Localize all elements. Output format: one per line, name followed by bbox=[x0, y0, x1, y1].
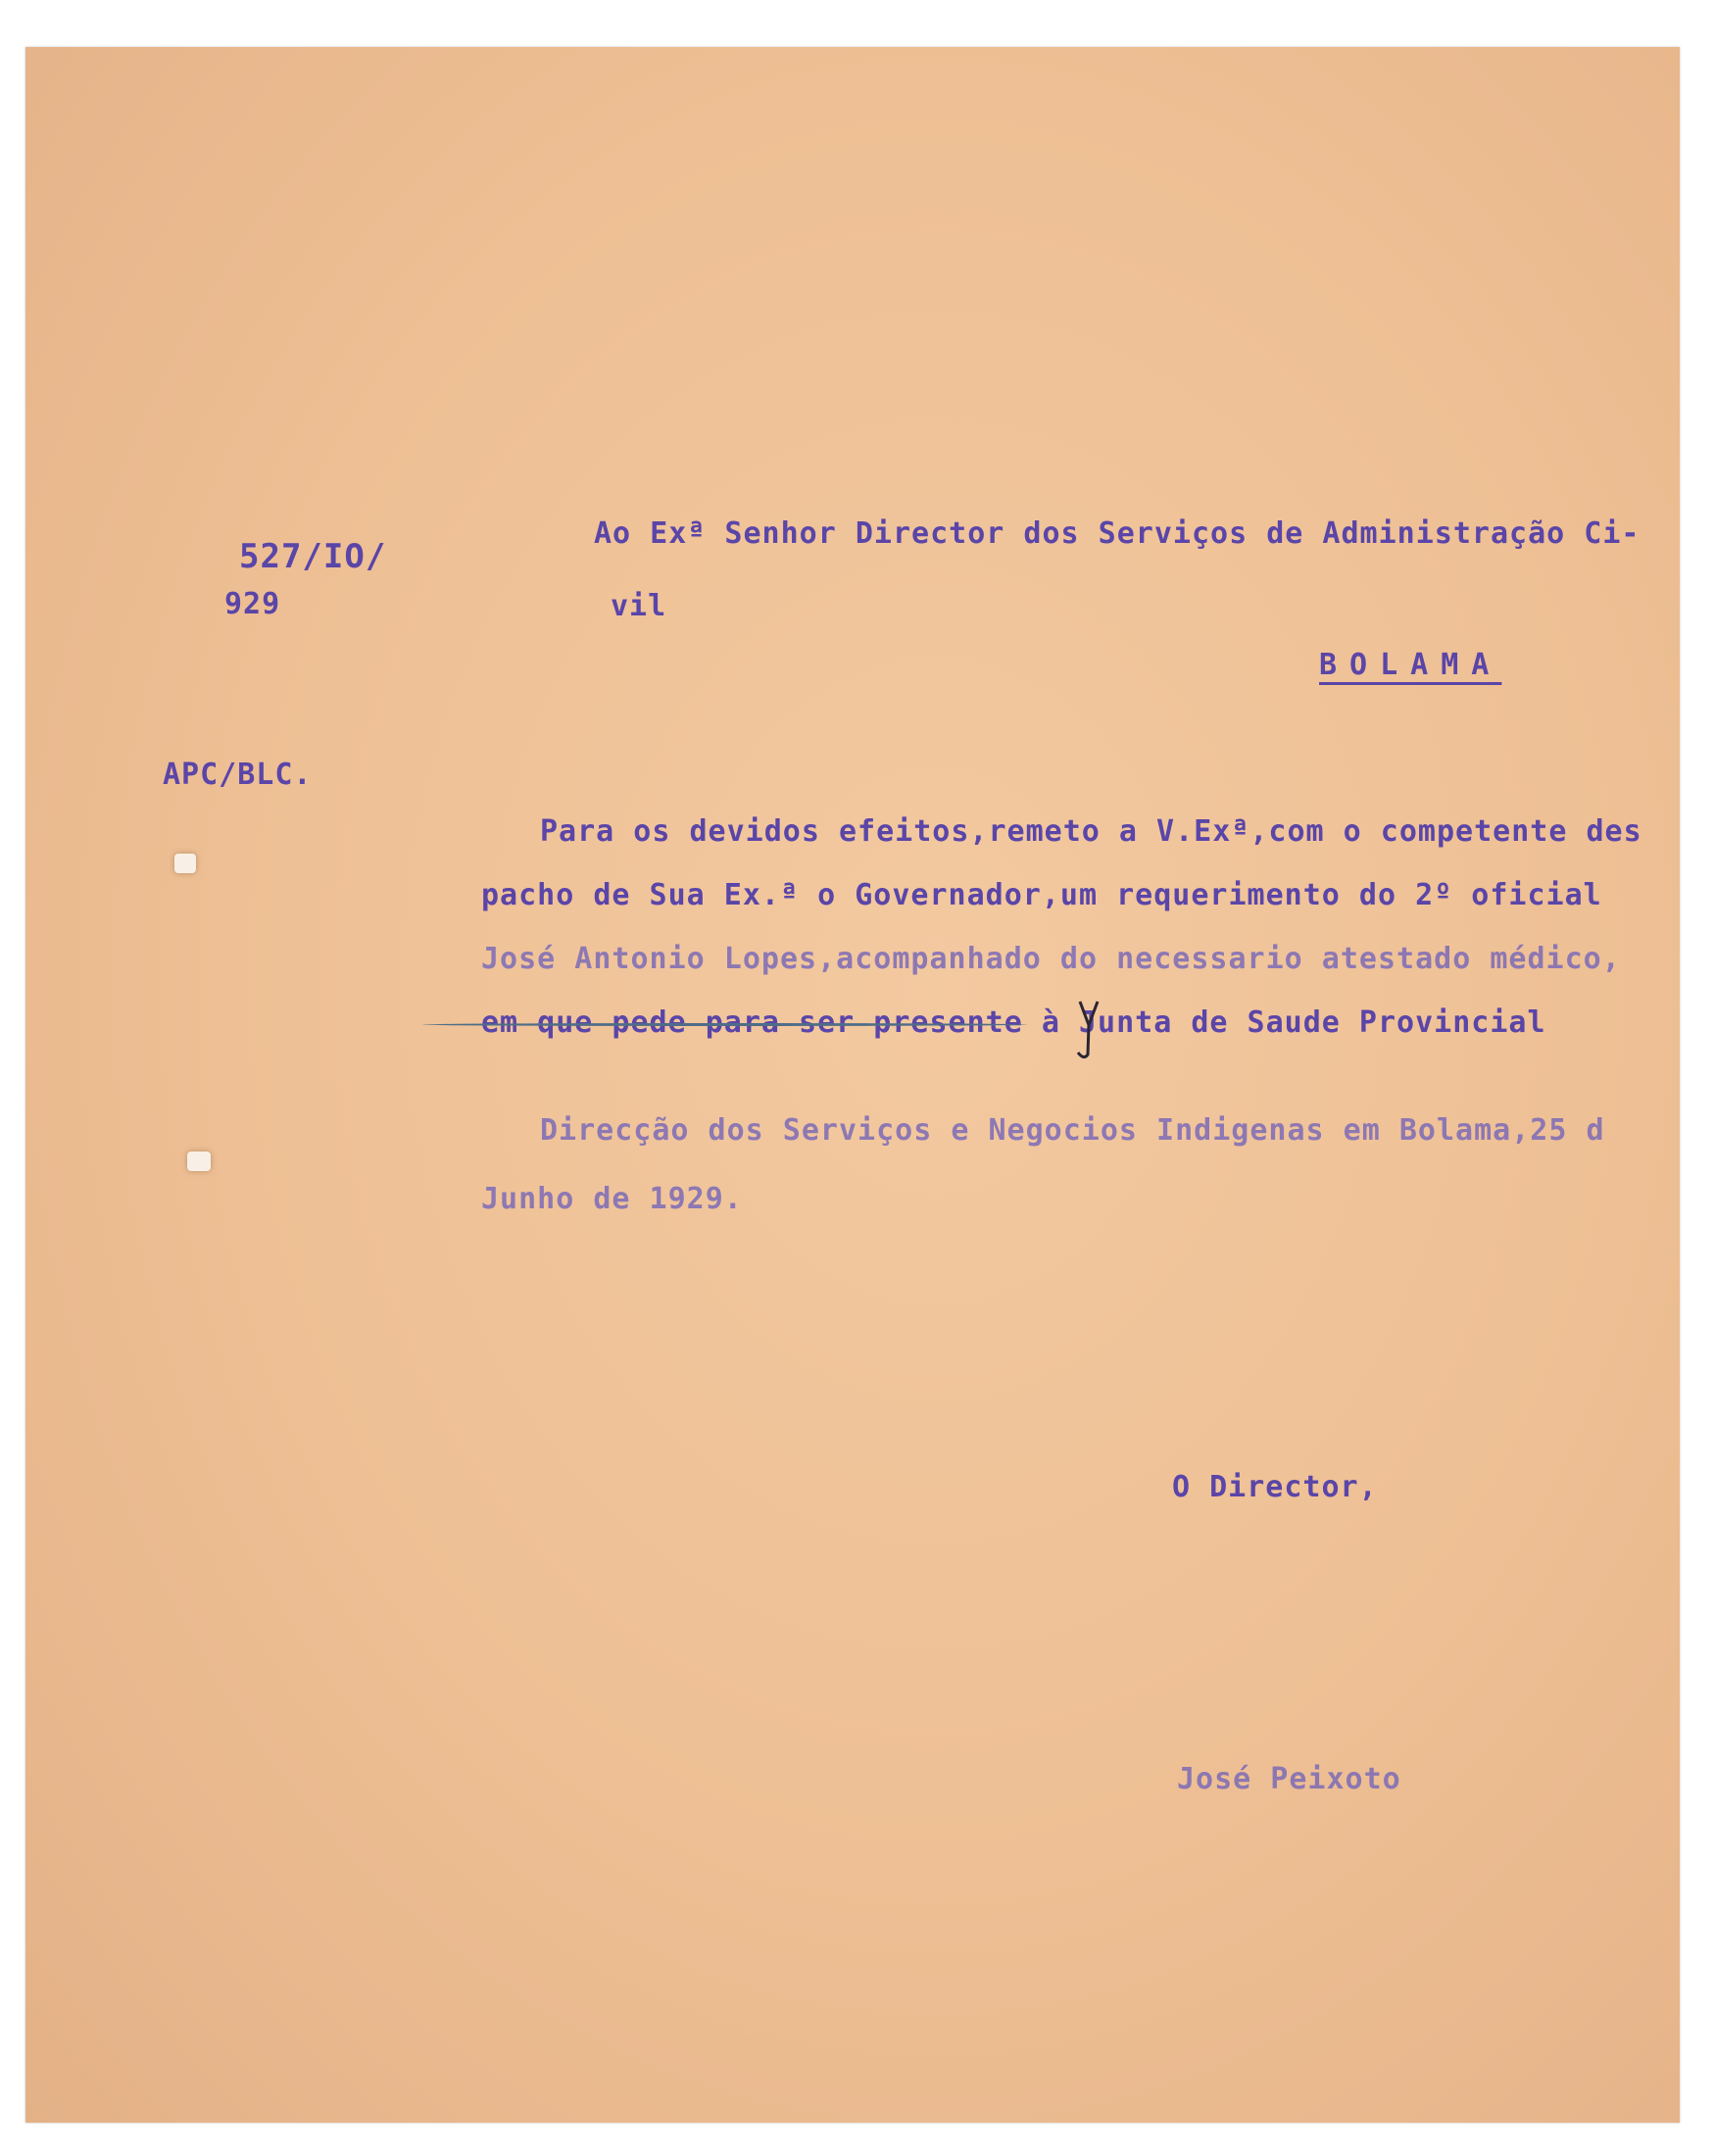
addressee-line-2: vil bbox=[611, 589, 667, 623]
body-line-2: pacho de Sua Ex.ª o Governador,um requerimento do 2º oficial bbox=[481, 878, 1602, 912]
dateline-line-1: Direcção dos Serviços e Negocios Indigenas em Bolama,25 d bbox=[540, 1113, 1605, 1148]
body-line-3: José Antonio Lopes,acompanhado do necessario atestado médico, bbox=[481, 942, 1621, 976]
reference-number: 527/IO/ bbox=[239, 537, 387, 576]
punch-hole-top bbox=[174, 854, 196, 873]
punch-hole-bottom bbox=[187, 1152, 211, 1171]
struck-out-text: em que pede para ser presente bbox=[481, 1005, 1023, 1040]
handwritten-correction-mark bbox=[1074, 996, 1103, 1064]
body-line-4-rest: à Junta de Saude Provincial bbox=[1022, 1005, 1546, 1040]
body-line-1: Para os devidos efeitos,remeto a V.Exª,com o competente des bbox=[540, 814, 1642, 849]
closing-title: O Director, bbox=[1172, 1470, 1378, 1504]
typist-initials: APC/BLC. bbox=[163, 758, 313, 792]
signature-name: José Peixoto bbox=[1177, 1762, 1401, 1796]
document-page bbox=[25, 47, 1680, 2123]
reference-year: 929 bbox=[224, 587, 281, 621]
body-line-4 bbox=[481, 1005, 1546, 1040]
dateline-line-2: Junho de 1929. bbox=[481, 1182, 743, 1216]
addressee-line-1: Ao Exª Senhor Director dos Serviços de Administração Ci- bbox=[594, 516, 1641, 551]
addressee-city: BOLAMA bbox=[1319, 648, 1502, 682]
